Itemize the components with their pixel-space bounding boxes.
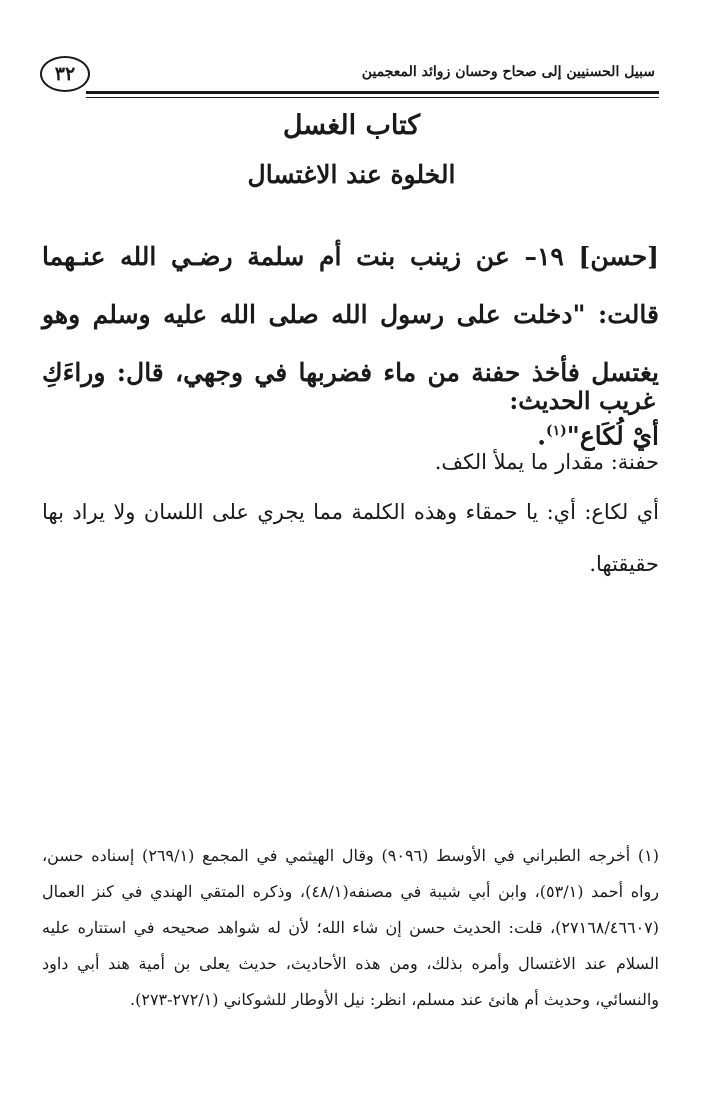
page-number-badge [40,56,90,92]
footnote-marker: (١) [546,423,567,439]
glossary-entry: حفنة: مقدار ما يملأ الكف. [434,450,659,474]
header-rule-thick [86,91,659,94]
glossary-entry: أي لكاع: أي: يا حمقاء وهذه الكلمة مما يجري على اللسان ولا يراد بها حقيقتها. [42,500,659,576]
header-rule-thin [86,97,659,98]
hadith-grade: [حسن] [578,242,659,271]
footnote: (١) أخرجه الطبراني في الأوسط (٩٠٩٦) وقال الهيثمي في المجمع (٢٦٩/١) إسناده حسن، رواه أحمد (٥٣/١)، وابن أبي شيبة في مصنفه(٤٨/١)، وذكره المتقي الهندي في كنز العمال (٢٧١٦٨/٤٦٦٠٧)، قلت: الحديث حسن إن شاء الله؛ لأن له شواهد صحيحه في استتاره عليه السلام عند الاغتسال وأمره بذلك، ومن هذه الأحاديث، حديث يعلى بن أمية هند أبي داود والنسائي، وحديث أم هانئ عند مسلم، انظر: نيل الأوطار للشوكاني (٢٧٢/١-٢٧٣). [42,846,660,1009]
hadith-text: ١٩– عن زينب بنت أم سلمة رضـي الله عنـهما قالت: "دخلت على رسول الله صلى الله عليه وسلم وهو يغتسل فأخذ حفنة من ماء فضربها في وجهي، قال: وراءَكِ أيْ لُكَاع" [42,242,659,451]
glossary-heading: غريب الحديث: [509,386,655,415]
footnote-separator [44,826,659,827]
chapter-title: الخلوة عند الاغتسال [247,160,456,189]
hadith-paragraph [42,228,659,465]
book-title: كتاب الغسل [282,110,421,141]
running-title: سبيل الحسنيين إلى صحاح وحسان زوائد المعجمين [361,64,655,80]
page-number: ٣٢ [54,63,76,85]
hadith-end: . [537,421,547,451]
